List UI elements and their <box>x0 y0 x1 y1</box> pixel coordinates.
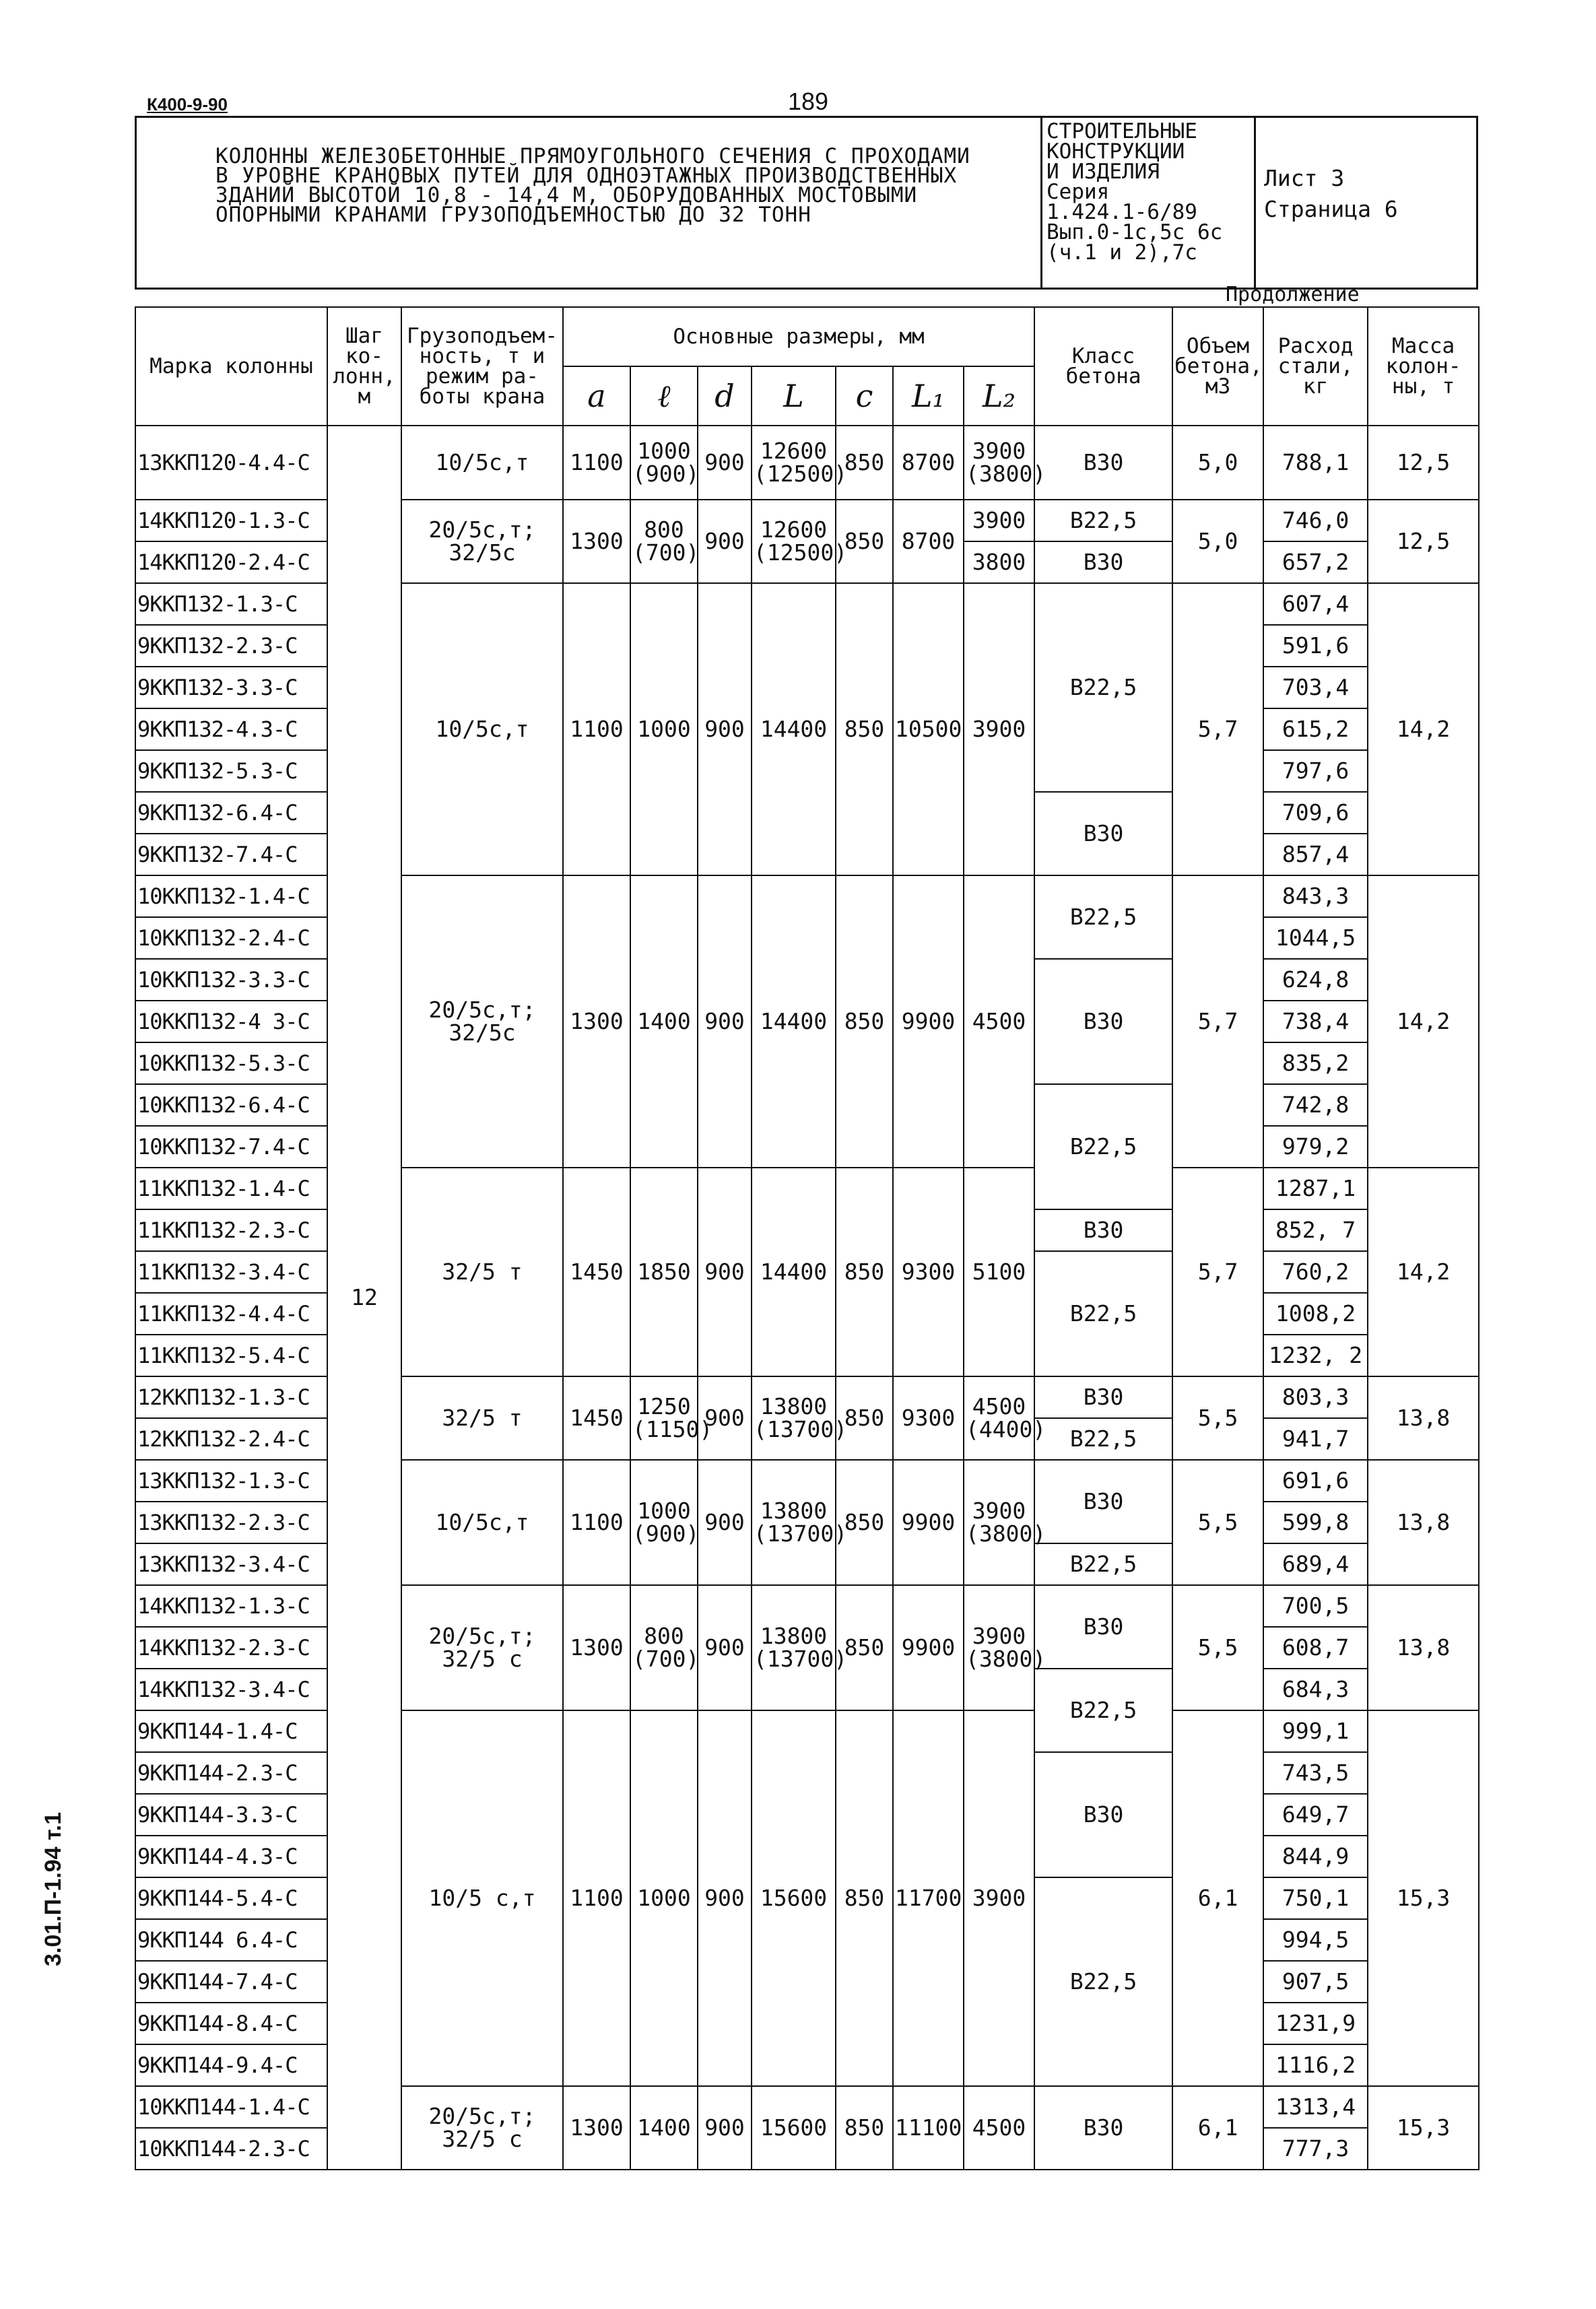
capacity-cell: 20/5с,т; 32/5с <box>401 875 563 1168</box>
volume-cell: 5,0 <box>1172 426 1263 500</box>
concrete-cell: B22,5 <box>1034 1084 1172 1209</box>
dim-b: 1400 <box>630 875 698 1168</box>
steel-cell: 657,2 <box>1263 541 1368 583</box>
table-row: 14ККП132-3.4-С <box>135 1669 327 1710</box>
capacity-cell: 10/5 с,т <box>401 1710 563 2086</box>
dim-a: 1100 <box>563 1460 630 1585</box>
dim-a: 1450 <box>563 1376 630 1460</box>
dim-L1: 9900 <box>893 875 964 1168</box>
steel-cell: 843,3 <box>1263 875 1368 917</box>
table-row: 12ККП132-2.4-С <box>135 1418 327 1460</box>
concrete-cell: B22,5 <box>1034 1418 1172 1460</box>
dim-a: 1300 <box>563 2086 630 2170</box>
capacity-cell: 10/5с,т <box>401 426 563 500</box>
steel-cell: 844,9 <box>1263 1836 1368 1877</box>
steel-cell: 777,3 <box>1263 2128 1368 2170</box>
concrete-cell: B22,5 <box>1034 500 1172 541</box>
dim-b: 800 (700) <box>630 1585 698 1710</box>
dim-L1: 10500 <box>893 583 964 875</box>
table-row: 9ККП144-9.4-С <box>135 2044 327 2086</box>
steel-cell: 1231,9 <box>1263 2003 1368 2044</box>
header-dimensions: Основные размеры, мм <box>563 307 1034 366</box>
dim-d: 900 <box>698 875 752 1168</box>
concrete-cell: B30 <box>1034 1209 1172 1251</box>
dim-L1: 11100 <box>893 2086 964 2170</box>
table-row: 14ККП120-1.3-С <box>135 500 327 541</box>
dim-L1: 8700 <box>893 500 964 583</box>
mass-cell: 13,8 <box>1368 1585 1479 1710</box>
mass-cell: 12,5 <box>1368 426 1479 500</box>
mass-cell: 15,3 <box>1368 2086 1479 2170</box>
dim-b: 1000 (900) <box>630 426 698 500</box>
dim-b: 1000 (900) <box>630 1460 698 1585</box>
steel-cell: 684,3 <box>1263 1669 1368 1710</box>
dim-c: 850 <box>836 875 893 1168</box>
sheet-block <box>1256 116 1478 290</box>
steel-cell: 691,6 <box>1263 1460 1368 1502</box>
steel-cell: 738,4 <box>1263 1001 1368 1042</box>
dim-c: 850 <box>836 426 893 500</box>
concrete-cell: B30 <box>1034 1376 1172 1418</box>
continuation-label: Продолжение <box>1226 283 1360 306</box>
concrete-cell: B30 <box>1034 1460 1172 1543</box>
steel-cell: 797,6 <box>1263 750 1368 792</box>
steel-cell: 852, 7 <box>1263 1209 1368 1251</box>
table-row: 10ККП132-2.4-С <box>135 917 327 959</box>
dim-c: 850 <box>836 1585 893 1710</box>
table-row: 9ККП132-2.3-С <box>135 625 327 667</box>
table-row: 11ККП132-4.4-С <box>135 1293 327 1335</box>
dim-L: 15600 <box>752 1710 836 2086</box>
volume-cell: 5,7 <box>1172 875 1263 1168</box>
header-capacity: Грузоподъем-ность, т и режим ра-боты крана <box>401 307 563 426</box>
steel-cell: 979,2 <box>1263 1126 1368 1168</box>
steel-cell: 1287,1 <box>1263 1168 1368 1209</box>
concrete-cell: B30 <box>1034 959 1172 1084</box>
mass-cell: 14,2 <box>1368 583 1479 875</box>
volume-cell: 6,1 <box>1172 1710 1263 2086</box>
header-mark: Марка колонны <box>135 307 327 426</box>
table-row: 9ККП144-3.3-С <box>135 1794 327 1836</box>
dim-d: 900 <box>698 426 752 500</box>
dim-c: 850 <box>836 1376 893 1460</box>
table-row: 9ККП132-4.3-С <box>135 708 327 750</box>
concrete-cell: B30 <box>1034 2086 1172 2170</box>
concrete-cell: B30 <box>1034 541 1172 583</box>
table-row: 14ККП120-2.4-С <box>135 541 327 583</box>
steel-cell: 1008,2 <box>1263 1293 1368 1335</box>
table-row: 11ККП132-2.3-С <box>135 1209 327 1251</box>
table-row: 10ККП132-7.4-С <box>135 1126 327 1168</box>
dim-a: 1450 <box>563 1168 630 1376</box>
steel-cell: 1044,5 <box>1263 917 1368 959</box>
document-code: К400-9-90 <box>147 94 228 114</box>
dim-d: 900 <box>698 1376 752 1460</box>
steel-cell: 803,3 <box>1263 1376 1368 1418</box>
steel-cell: 689,4 <box>1263 1543 1368 1585</box>
dim-L1: 9900 <box>893 1585 964 1710</box>
dim-L: 13800 (13700) <box>752 1585 836 1710</box>
dim-L: 12600 (12500) <box>752 500 836 583</box>
dim-L2: 3900 <box>964 500 1034 541</box>
steel-cell: 607,4 <box>1263 583 1368 625</box>
dim-d: 900 <box>698 1710 752 2086</box>
dim-L2: 4500 <box>964 875 1034 1168</box>
dim-L2: 3800 <box>964 541 1034 583</box>
dim-c: 850 <box>836 2086 893 2170</box>
title-line: ОПОРНЫМИ КРАНАМИ ГРУЗОПОДЪЕМНОСТЬЮ ДО 32 ТОНН <box>215 203 811 227</box>
steel-cell: 788,1 <box>1263 426 1368 500</box>
dim-L1: 9300 <box>893 1168 964 1376</box>
table-row: 9ККП144-2.3-С <box>135 1752 327 1794</box>
steel-cell: 907,5 <box>1263 1961 1368 2003</box>
capacity-cell: 20/5с,т; 32/5 с <box>401 2086 563 2170</box>
dim-a: 1100 <box>563 426 630 500</box>
mass-cell: 14,2 <box>1368 1168 1479 1376</box>
dim-b: 1000 <box>630 583 698 875</box>
concrete-cell: B30 <box>1034 426 1172 500</box>
header-L1: L₁ <box>893 366 964 426</box>
table-row: 9ККП144-8.4-С <box>135 2003 327 2044</box>
volume-cell: 5,7 <box>1172 583 1263 875</box>
steel-cell: 599,8 <box>1263 1502 1368 1543</box>
dim-L1: 9900 <box>893 1460 964 1585</box>
table-row: 12ККП132-1.3-С <box>135 1376 327 1418</box>
mass-cell: 13,8 <box>1368 1460 1479 1585</box>
dim-d: 900 <box>698 1460 752 1585</box>
series-line: СТРОИТЕЛЬНЫЕ <box>1046 119 1197 143</box>
dim-L2: 3900 <box>964 1710 1034 2086</box>
header-c: c <box>836 366 893 426</box>
mass-cell: 15,3 <box>1368 1710 1479 2086</box>
header-concrete: Класс бетона <box>1034 307 1172 426</box>
table-row: 9ККП144-1.4-С <box>135 1710 327 1752</box>
dim-b: 800 (700) <box>630 500 698 583</box>
dim-c: 850 <box>836 1710 893 2086</box>
dim-a: 1300 <box>563 500 630 583</box>
dim-d: 900 <box>698 2086 752 2170</box>
table-row: 9ККП132-1.3-С <box>135 583 327 625</box>
dim-a: 1100 <box>563 1710 630 2086</box>
dim-L: 14400 <box>752 1168 836 1376</box>
steel-cell: 649,7 <box>1263 1794 1368 1836</box>
steel-cell: 994,5 <box>1263 1919 1368 1961</box>
table-row: 10ККП132-4 3-С <box>135 1001 327 1042</box>
steel-cell: 835,2 <box>1263 1042 1368 1084</box>
volume-cell: 5,0 <box>1172 500 1263 583</box>
steel-cell: 743,5 <box>1263 1752 1368 1794</box>
volume-cell: 5,5 <box>1172 1376 1263 1460</box>
concrete-cell: B22,5 <box>1034 1251 1172 1376</box>
dim-L: 14400 <box>752 875 836 1168</box>
dim-a: 1300 <box>563 875 630 1168</box>
steel-cell: 591,6 <box>1263 625 1368 667</box>
header-L: L <box>752 366 836 426</box>
table-row: 14ККП132-2.3-С <box>135 1627 327 1669</box>
table-row: 14ККП132-1.3-С <box>135 1585 327 1627</box>
header-steel: Расход стали, кг <box>1263 307 1368 426</box>
dim-L2: 3900 (3800) <box>964 1460 1034 1585</box>
series-block <box>1040 116 1256 290</box>
dim-d: 900 <box>698 583 752 875</box>
steel-cell: 624,8 <box>1263 959 1368 1001</box>
header-L2: L₂ <box>964 366 1034 426</box>
steel-cell: 615,2 <box>1263 708 1368 750</box>
table-row: 10ККП132-3.3-С <box>135 959 327 1001</box>
header-mass: Масса колон-ны, т <box>1368 307 1479 426</box>
series-line: Серия <box>1046 180 1110 204</box>
dim-d: 900 <box>698 500 752 583</box>
dim-L1: 9300 <box>893 1376 964 1460</box>
table-row: 9ККП144-5.4-С <box>135 1877 327 1919</box>
dim-L: 13800 (13700) <box>752 1460 836 1585</box>
capacity-cell: 20/5с,т; 32/5 с <box>401 1585 563 1710</box>
table-row: 13ККП132-1.3-С <box>135 1460 327 1502</box>
dim-L2: 5100 <box>964 1168 1034 1376</box>
table-row: 11ККП132-5.4-С <box>135 1335 327 1376</box>
dim-c: 850 <box>836 583 893 875</box>
steel-cell: 700,5 <box>1263 1585 1368 1627</box>
header-a: a <box>563 366 630 426</box>
title-line: ЗДАНИЙ ВЫСОТОЙ 10,8 - 14,4 М, ОБОРУДОВАННЫХ МОСТОВЫМИ <box>215 183 918 207</box>
concrete-cell: B30 <box>1034 1585 1172 1669</box>
steel-cell: 999,1 <box>1263 1710 1368 1752</box>
steel-cell: 703,4 <box>1263 667 1368 708</box>
capacity-cell: 32/5 т <box>401 1168 563 1376</box>
series-line: 1.424.1-6/89 <box>1046 200 1197 224</box>
header-d: d <box>698 366 752 426</box>
steel-cell: 742,8 <box>1263 1084 1368 1126</box>
table-row: 9ККП132-5.3-С <box>135 750 327 792</box>
table-row: 11ККП132-3.4-С <box>135 1251 327 1293</box>
volume-cell: 5,7 <box>1172 1168 1263 1376</box>
dim-a: 1100 <box>563 583 630 875</box>
dim-b: 1850 <box>630 1168 698 1376</box>
table-row: 9ККП144-4.3-С <box>135 1836 327 1877</box>
series-line: И ИЗДЕЛИЯ <box>1046 160 1160 184</box>
dim-L2: 4500 <box>964 2086 1034 2170</box>
dim-d: 900 <box>698 1168 752 1376</box>
concrete-cell: B30 <box>1034 792 1172 875</box>
table-row: 13ККП132-2.3-С <box>135 1502 327 1543</box>
header-step: Шаг ко-лонн, м <box>327 307 401 426</box>
mass-cell: 13,8 <box>1368 1376 1479 1460</box>
steel-cell: 760,2 <box>1263 1251 1368 1293</box>
dim-L2: 3900 <box>964 583 1034 875</box>
dim-L2: 3900 (3800) <box>964 1585 1034 1710</box>
volume-cell: 5,5 <box>1172 1585 1263 1710</box>
concrete-cell: B22,5 <box>1034 1669 1172 1752</box>
series-line: Вып.0-1с,5с 6с <box>1046 220 1223 244</box>
table-row: 13ККП120-4.4-С <box>135 426 327 500</box>
dim-c: 850 <box>836 1460 893 1585</box>
capacity-cell: 32/5 т <box>401 1376 563 1460</box>
steel-cell: 746,0 <box>1263 500 1368 541</box>
steel-cell: 1313,4 <box>1263 2086 1368 2128</box>
table-row: 11ККП132-1.4-С <box>135 1168 327 1209</box>
dim-L1: 11700 <box>893 1710 964 2086</box>
table-row: 10ККП132-6.4-С <box>135 1084 327 1126</box>
dim-b: 1000 <box>630 1710 698 2086</box>
series-line: (ч.1 и 2),7с <box>1046 240 1197 265</box>
table-row: 9ККП132-7.4-С <box>135 834 327 875</box>
title-line: КОЛОННЫ ЖЕЛЕЗОБЕТОННЫЕ ПРЯМОУГОЛЬНОГО СЕЧЕНИЯ С ПРОХОДАМИ <box>215 144 970 168</box>
table-row: 10ККП144-1.4-С <box>135 2086 327 2128</box>
table-row: 9ККП144 6.4-С <box>135 1919 327 1961</box>
steel-cell: 608,7 <box>1263 1627 1368 1669</box>
dim-b: 1250 (1150) <box>630 1376 698 1460</box>
sheet-label: Лист 3 <box>1264 165 1345 191</box>
concrete-cell: B22,5 <box>1034 1543 1172 1585</box>
dim-c: 850 <box>836 1168 893 1376</box>
table-row: 10ККП132-1.4-С <box>135 875 327 917</box>
dim-a: 1300 <box>563 1585 630 1710</box>
table-row: 9ККП132-3.3-С <box>135 667 327 708</box>
capacity-cell: 10/5с,т <box>401 583 563 875</box>
header-b: ℓ <box>630 366 698 426</box>
page-number: 189 <box>788 88 829 115</box>
steel-cell: 750,1 <box>1263 1877 1368 1919</box>
concrete-cell: B22,5 <box>1034 875 1172 959</box>
volume-cell: 6,1 <box>1172 2086 1263 2170</box>
capacity-cell: 10/5с,т <box>401 1460 563 1585</box>
series-line: КОНСТРУКЦИИ <box>1046 139 1185 164</box>
steel-cell: 1232, 2 <box>1263 1335 1368 1376</box>
table-row: 13ККП132-3.4-С <box>135 1543 327 1585</box>
dim-b: 1400 <box>630 2086 698 2170</box>
mass-cell: 12,5 <box>1368 500 1479 583</box>
table-row: 9ККП144-7.4-С <box>135 1961 327 2003</box>
dim-L: 13800 (13700) <box>752 1376 836 1460</box>
dim-L: 12600 (12500) <box>752 426 836 500</box>
steel-cell: 709,6 <box>1263 792 1368 834</box>
step-cell: 12 <box>327 426 401 2170</box>
table-row: 9ККП132-6.4-С <box>135 792 327 834</box>
dim-L2: 3900 (3800) <box>964 426 1034 500</box>
concrete-cell: B22,5 <box>1034 1877 1172 2086</box>
dim-c: 850 <box>836 500 893 583</box>
steel-cell: 941,7 <box>1263 1418 1368 1460</box>
columns-table <box>135 306 1479 2170</box>
side-stamp: 3.01.П-1.94 т.1 <box>40 1811 66 1966</box>
dim-L: 14400 <box>752 583 836 875</box>
title-line: В УРОВНЕ КРАНОВЫХ ПУТЕЙ ДЛЯ ОДНОЭТАЖНЫХ ПРОИЗВОДСТВЕННЫХ <box>215 164 958 188</box>
steel-cell: 1116,2 <box>1263 2044 1368 2086</box>
document-title <box>215 144 970 227</box>
capacity-cell: 20/5с,т; 32/5с <box>401 500 563 583</box>
dim-L2: 4500 (4400) <box>964 1376 1034 1460</box>
dim-L: 15600 <box>752 2086 836 2170</box>
table-row: 10ККП144-2.3-С <box>135 2128 327 2170</box>
steel-cell: 857,4 <box>1263 834 1368 875</box>
dim-d: 900 <box>698 1585 752 1710</box>
header-volume: Объем бетона, м3 <box>1172 307 1263 426</box>
concrete-cell: B30 <box>1034 1752 1172 1877</box>
table-row: 10ККП132-5.3-С <box>135 1042 327 1084</box>
dim-L1: 8700 <box>893 426 964 500</box>
mass-cell: 14,2 <box>1368 875 1479 1168</box>
concrete-cell: B22,5 <box>1034 583 1172 792</box>
volume-cell: 5,5 <box>1172 1460 1263 1585</box>
page-label: Страница 6 <box>1264 196 1398 222</box>
